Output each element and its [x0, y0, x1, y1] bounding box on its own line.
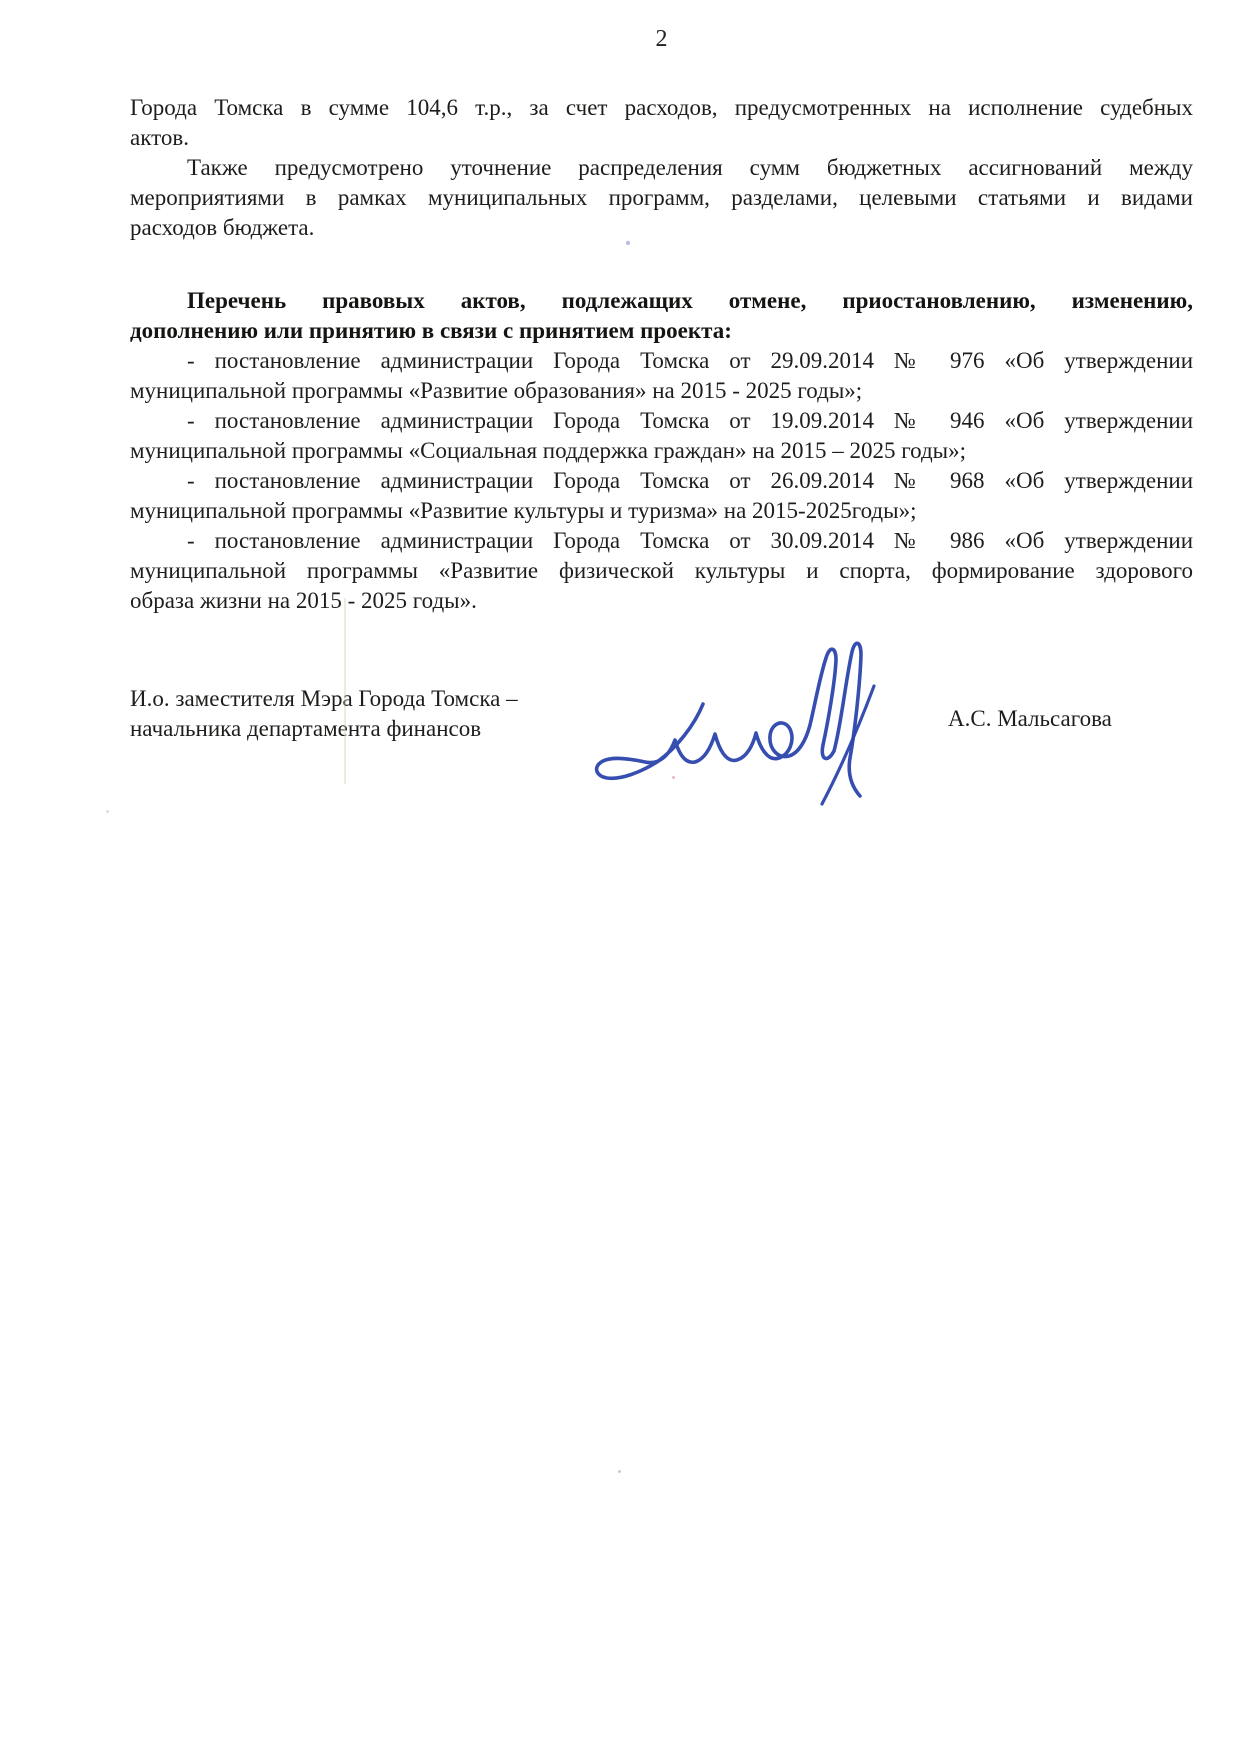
text-line: муниципальной программы «Развитие физической культуры и спорта, формирование здорового [130, 558, 1193, 583]
scan-speck-artifact [106, 810, 109, 813]
text-line: - постановление администрации Города Томска от 19.09.2014 № 946 «Об утверждении [187, 408, 1193, 433]
signature-main-stroke [597, 643, 861, 796]
scan-crease-artifact [344, 598, 346, 784]
scan-speck-artifact [618, 1470, 621, 1473]
text-line: дополнению или принятию в связи с принятием проекта: [130, 318, 732, 343]
text-line: муниципальной программы «Социальная поддержка граждан» на 2015 – 2025 годы»; [130, 438, 966, 463]
signer-name: А.С. Мальсагова [948, 706, 1112, 731]
text-line: мероприятиями в рамках муниципальных программ, разделами, целевыми статьями и видами [130, 185, 1193, 210]
text-line: Перечень правовых актов, подлежащих отмене, приостановлению, изменению, [187, 288, 1193, 313]
text-line: - постановление администрации Города Томска от 29.09.2014 № 976 «Об утверждении [187, 348, 1193, 373]
page-number: 2 [655, 26, 668, 52]
handwritten-signature-ink [545, 606, 905, 816]
scan-speck-artifact [672, 776, 675, 779]
text-line: Города Томска в сумме 104,6 т.р., за счет расходов, предусмотренных на исполнение судебных [130, 95, 1193, 120]
text-line: - постановление администрации Города Томска от 30.09.2014 № 986 «Об утверждении [187, 528, 1193, 553]
heading-legal-acts-list [130, 286, 1193, 346]
signer-title-line-1: И.о. заместителя Мэра Города Томска – [130, 686, 518, 711]
paragraph-allocation-adjustment [130, 153, 1193, 243]
text-line: муниципальной программы «Развитие образования» на 2015 - 2025 годы»; [130, 378, 863, 403]
text-line: Также предусмотрено уточнение распределения сумм бюджетных ассигнований между [187, 155, 1193, 180]
list-item-resolution-976 [130, 346, 1193, 406]
text-line: - постановление администрации Города Томска от 26.09.2014 № 968 «Об утверждении [187, 468, 1193, 493]
text-line: актов. [130, 125, 189, 150]
text-line: муниципальной программы «Развитие культуры и туризма» на 2015-2025годы»; [130, 498, 917, 523]
signer-title-line-2: начальника департамента финансов [130, 716, 482, 741]
text-line: образа жизни на 2015 - 2025 годы». [130, 588, 477, 613]
text-line: расходов бюджета. [130, 215, 315, 240]
paragraph-budget-continuation [130, 93, 1193, 153]
list-item-resolution-968 [130, 466, 1193, 526]
list-item-resolution-946 [130, 406, 1193, 466]
scan-speck-artifact [626, 241, 630, 245]
list-item-resolution-986 [130, 526, 1193, 616]
document-body [130, 93, 1193, 616]
